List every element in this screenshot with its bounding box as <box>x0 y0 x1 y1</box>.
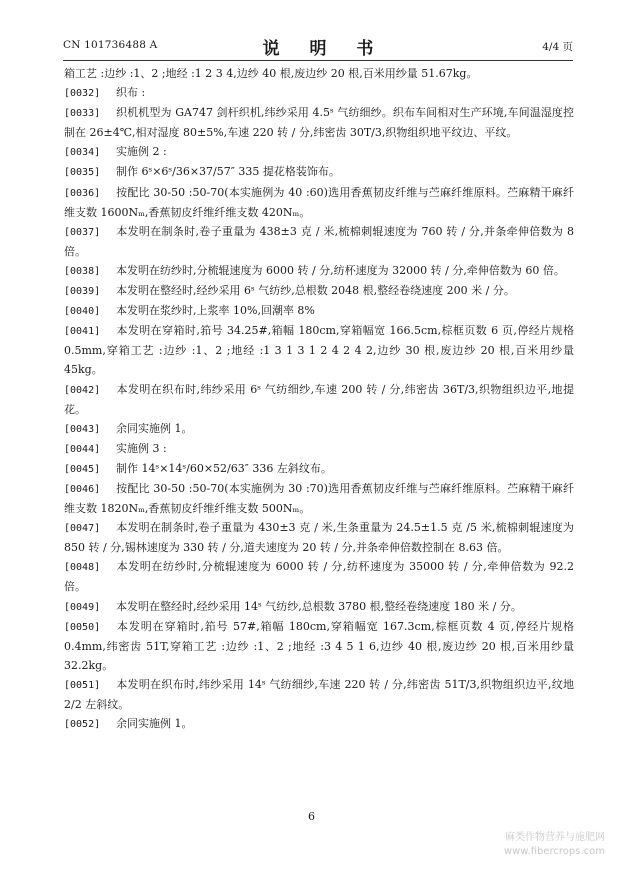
paragraph-id: [0039] <box>64 286 101 298</box>
paragraph <box>64 557 574 596</box>
paragraph-text: 箱工艺 :边纱 :1、2 ;地经 :1 2 3 4,边纱 40 根,废边纱 20 根,百米用纱量 51.67kg。 <box>64 67 478 80</box>
paragraph-text: 实施例 2 : <box>116 145 167 159</box>
paragraph <box>64 419 574 439</box>
paragraph-id: [0048] <box>64 562 101 574</box>
paragraph <box>64 321 574 379</box>
paragraph-id: [0047] <box>64 523 101 535</box>
paragraph-text: 实施例 3 : <box>116 441 167 455</box>
paragraph-text: 本发明在浆纱时,上浆率 10%,回潮率 8% <box>116 304 315 318</box>
paragraph <box>64 714 574 734</box>
paragraph <box>64 301 574 321</box>
paragraph <box>64 617 574 675</box>
paragraph <box>64 103 574 142</box>
document-body <box>64 64 574 734</box>
paragraph-id: [0033] <box>64 108 101 120</box>
paragraph-id: [0045] <box>64 463 101 475</box>
paragraph-id: [0049] <box>64 601 101 613</box>
paragraph-text: 本发明在织布时,纬纱采用 6ˢ 气纺细纱,车速 200 转 / 分,纬密齿 36T/3,织物组织边平,地提花。 <box>64 382 574 416</box>
paragraph-id: [0034] <box>64 147 101 159</box>
paragraph <box>64 261 574 281</box>
paragraph-text: 织布 : <box>116 86 146 100</box>
paragraph <box>64 380 574 419</box>
paragraph <box>64 222 574 261</box>
paragraph-text: 制作 14ˢ×14ˢ/60×52/63″ 336 左斜纹布。 <box>116 461 332 475</box>
paragraph-text: 本发明在整经时,经纱采用 14ˢ 气纺纱,总根数 3780 根,整经卷绕速度 180 米 / 分。 <box>116 599 522 613</box>
paragraph-text: 余同实施例 1。 <box>116 421 193 435</box>
paragraph-id: [0046] <box>64 483 101 495</box>
paragraph-text: 织机机型为 GA747 剑杆织机,纬纱采用 4.5ˢ 气纺细纱。织布车间相对生产环境,车间温湿度控制在 26±4℃,相对湿度 80±5%,车速 220 转 / 分,纬密齿 30T/3,织物组织地平纹边、平纹。 <box>64 106 574 140</box>
paragraph-text: 本发明在穿箱时,筘号 34.25#,箱幅 180cm,穿箱幅宽 166.5cm,棕框页数 6 页,停经片规格 0.5mm,穿箱工艺 :边纱 :1、2 ;地经 :1 3 1 3 1 2 4 2 4 2,边纱 30 根,废边纱 20 根,百米用纱量 45kg。 <box>64 324 574 377</box>
document-title: 说 明 书 <box>262 39 386 59</box>
paragraph <box>64 518 574 557</box>
page-indicator: 4/4 页 <box>542 41 573 53</box>
paragraph-id: [0040] <box>64 306 101 318</box>
paragraph <box>64 142 574 162</box>
paragraph <box>64 83 574 103</box>
paragraph-text: 本发明在制条时,卷子重量为 438±3 克 / 米,梳棉刺辊速度为 760 转 / 分,并条牵伸倍数为 8 倍。 <box>64 224 574 258</box>
watermark-url: www.fibercrops.com <box>503 846 605 857</box>
paragraph-text: 按配比 30-50 :50-70(本实施例为 30 :70)选用香蕉韧皮纤维与苎麻纤维原料。苎麻精干麻纤维支数 1820Nₘ,香蕉韧皮纤维纤维支数 500Nₘ。 <box>64 481 574 516</box>
paragraph-text: 余同实施例 1。 <box>116 717 193 731</box>
paragraph-text: 本发明在纺纱时,分梳辊速度为 6000 转 / 分,纺杯速度为 32000 转 / 分,牵伸倍数为 60 倍。 <box>116 263 565 277</box>
paragraph <box>64 459 574 479</box>
paragraph <box>64 675 574 714</box>
paragraph-text: 制作 6ˢ×6ˢ/36×37/57″ 335 提花格装饰布。 <box>116 165 340 179</box>
paragraph-text: 本发明在穿箱时,筘号 57#,箱幅 180cm,穿箱幅宽 167.3cm,棕框页数 4 页,停经片规格 0.4mm,纬密齿 51T,穿箱工艺 :边纱 :1、2 ;地经 :3 4 5 1 6,边纱 40 根,废边纱 20 根,百米用纱量 32.2kg。 <box>64 619 574 672</box>
publication-number: CN 101736488 A <box>63 39 158 51</box>
paragraph-id: [0038] <box>64 265 101 277</box>
paragraph-id: [0043] <box>64 423 101 435</box>
paragraph-id: [0051] <box>64 679 101 691</box>
paragraph-id: [0036] <box>64 187 101 199</box>
page-number: 6 <box>308 810 315 823</box>
paragraph-text: 本发明在织布时,纬纱采用 14ˢ 气纺细纱,车速 220 转 / 分,纬密齿 51T/3,织物组织边平,纹地 2/2 左斜纹。 <box>64 677 574 711</box>
paragraph-text: 本发明在制条时,卷子重量为 430±3 克 / 米,生条重量为 24.5±1.5 克 /5 米,梳棉刺辊速度为 850 转 / 分,锡林速度为 330 转 / 分,道夫速度为 20 转 / 分,并条牵伸倍数控制在 8.63 倍。 <box>64 521 574 555</box>
site-watermark <box>504 831 605 859</box>
paragraph-id: [0050] <box>64 621 101 633</box>
paragraph-text: 本发明在整经时,经纱采用 6ˢ 气纺纱,总根数 2048 根,整经卷绕速度 200 米 / 分。 <box>116 284 515 298</box>
header-divider <box>63 60 573 61</box>
paragraph-id: [0052] <box>64 719 101 731</box>
paragraph-id: [0042] <box>64 384 101 396</box>
paragraph <box>64 281 574 301</box>
paragraph <box>64 162 574 182</box>
paragraph-text: 本发明在纺纱时,分梳辊速度为 6000 转 / 分,纺杯速度为 35000 转 / 分,牵伸倍数为 92.2 倍。 <box>64 560 574 594</box>
paragraph <box>64 183 574 222</box>
paragraph <box>64 439 574 459</box>
paragraph <box>64 479 574 518</box>
paragraph-id: [0041] <box>64 326 101 338</box>
paragraph-id: [0032] <box>64 88 101 100</box>
paragraph <box>64 64 574 83</box>
paragraph-id: [0037] <box>64 226 101 238</box>
paragraph-id: [0035] <box>64 167 101 179</box>
paragraph-id: [0044] <box>64 443 101 455</box>
paragraph-text: 按配比 30-50 :50-70(本实施例为 40 :60)选用香蕉韧皮纤维与苎麻纤维原料。苎麻精干麻纤维支数 1600Nₘ,香蕉韧皮纤维纤维支数 420Nₘ。 <box>64 185 574 219</box>
paragraph <box>64 597 574 617</box>
watermark-title: 麻类作物营养与施肥网 <box>505 832 605 843</box>
page-header <box>63 34 573 58</box>
